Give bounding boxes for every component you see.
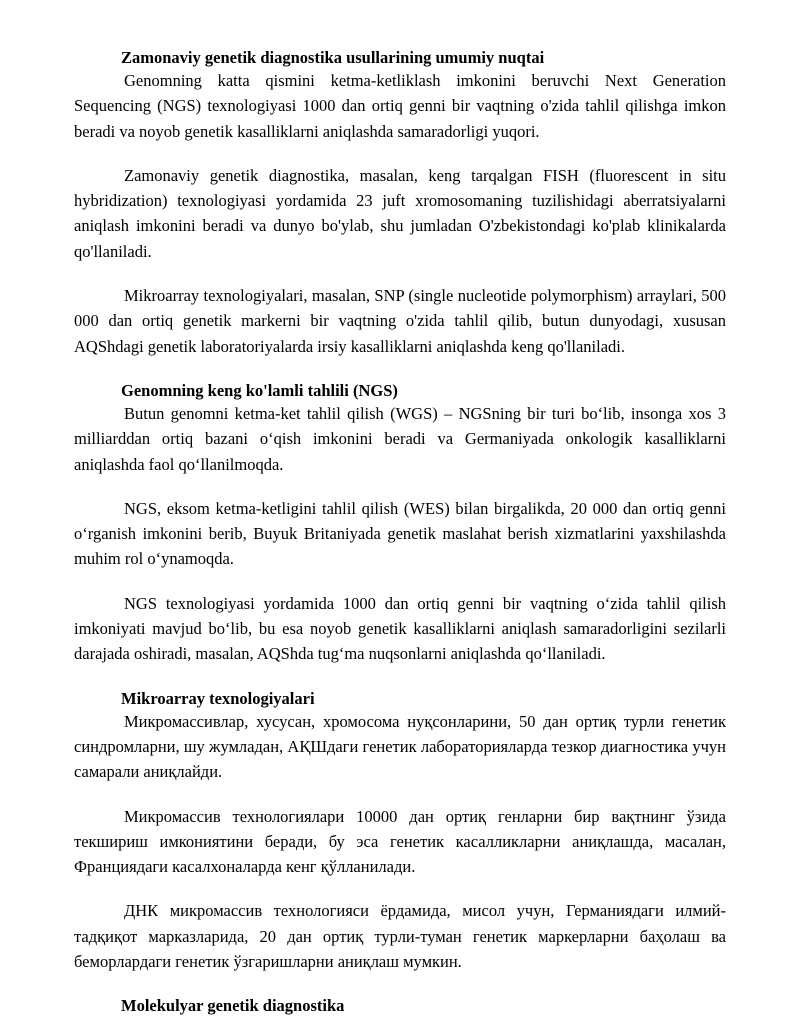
paragraph: Микромассивлар, хусусан, хромосома нуқсонларини, 50 дан ортиқ турли генетик синдромларни, шу жумладан, АҚШдаги генетик лабораторияларда тезкор диагностика учун самарали аниқлайди. [74, 711, 726, 782]
document-page [74, 47, 726, 1016]
section-heading: Genomning keng ko'lamli tahlili (NGS) [121, 380, 398, 400]
section-ngs [74, 380, 726, 667]
paragraph: Микромассив технологиялари 10000 дан ортиқ генларни бир вақтнинг ўзида текшириш имкониятини беради, бу эса генетик касалликларни аниқлашда, масалан, Франциядаги касалхоналарда кенг қўлланилади. [74, 806, 726, 877]
paragraph: NGS, eksom ketma-ketligini tahlil qilish (WES) bilan birgalikda, 20 000 dan ortiq genni o‘rganish imkonini berib, Buyuk Britaniyada genetik maslahat berish xizmatlarini yaxshilashda muhim rol o‘ynamoqda. [74, 498, 726, 569]
section-microarray [74, 688, 726, 975]
section-heading: Zamonaviy genetik diagnostika usullarining umumiy nuqtai [121, 48, 545, 67]
paragraph: Zamonaviy genetik diagnostika, masalan, keng tarqalgan FISH (fluorescent in situ hybridization) texnologiyasi yordamida 23 juft xromosomaning tuzilishidagi aberratsiyalarni aniqlash imkonini beradi va dunyo bo'ylab, shu jumladan O'zbekistondagi ko'plab klinikalarda qo'llaniladi. [74, 165, 726, 261]
section-genetic-diagnostics-overview [74, 47, 726, 359]
paragraph: NGS texnologiyasi yordamida 1000 dan ortiq genni bir vaqtning o‘zida tahlil qilish imkoniyati mavjud bo‘lib, bu esa noyob genetik kasalliklarni aniqlash samaradorligini sezilarli darajada oshiradi, masalan, AQShda tug‘ma nuqsonlarni aniqlashda qo‘llaniladi. [74, 593, 726, 664]
paragraph: Mikroarray texnologiyalari, masalan, SNP (single nucleotide polymorphism) arraylari, 500 000 dan ortiq genetik markerni bir vaqtning o'zida tahlil qilib, butun dunyodagi, xususan AQShdagi genetik laboratoriyalarda irsiy kasalliklarni aniqlashda keng qo'llaniladi. [74, 286, 726, 356]
section-heading: Mikroarray texnologiyalari [121, 688, 315, 708]
paragraph: Butun genomni ketma-ket tahlil qilish (WGS) – NGSning bir turi bo‘lib, insonga xos 3 milliarddan ortiq bazani o‘qish imkonini beradi va Germaniyada onkologik kasalliklarni aniqlashda faol qo‘llanilmoqda. [74, 403, 726, 474]
section-heading: Molekulyar genetik diagnostika [121, 996, 345, 1016]
paragraph: ДНК микромассив технологияси ёрдамида, мисол учун, Германиядаги илмий-тадқиқот марказларида, 20 дан ортиқ турли-туман генетик маркерларни баҳолаш ва беморлардаги генетик ўзгаришларни аниқлаш мумкин. [74, 901, 726, 972]
section-molecular-diagnostics [74, 995, 726, 1016]
paragraph: Genomning katta qismini ketma-ketliklash imkonini beruvchi Next Generation Sequencing (NGS) texnologiyasi 1000 dan ortiq genni bir vaqtning o'zida tahlil qilishga imkon beradi va noyob genetik kasalliklarni aniqlashda samaradorligi yuqori. [74, 71, 726, 141]
